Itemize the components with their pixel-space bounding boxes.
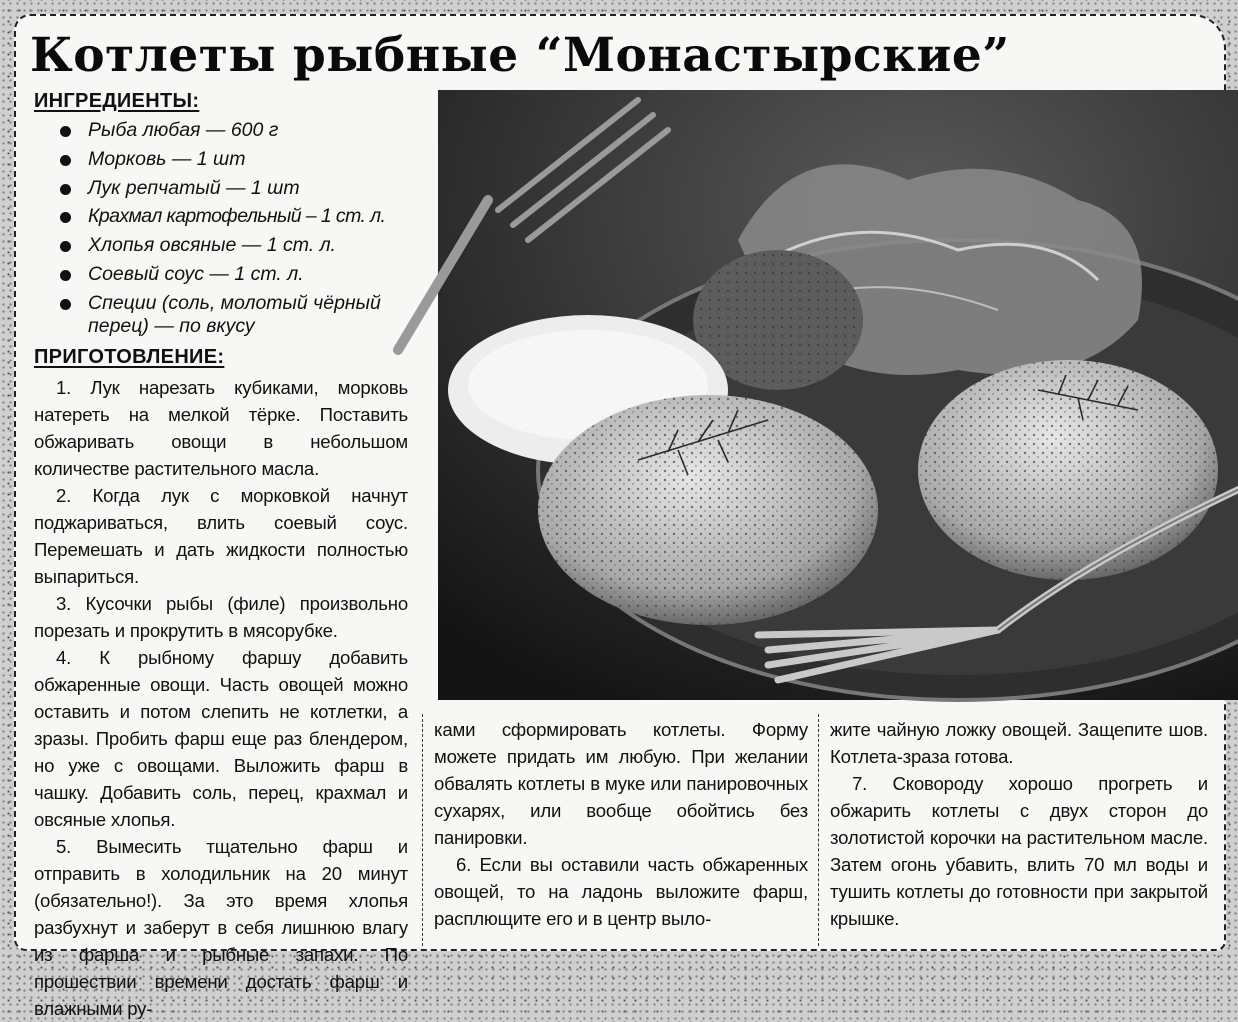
ingredient-item: Соевый соус — 1 ст. л. [56,260,426,289]
step-paragraph: ками сформировать котлеты. Форму можете придать им любую. При желании обвалять котлеты в муке или панировочных сухарях, или вообще обойтись без панировки. [434,719,808,848]
step-paragraph: 2. Когда лук с морковкой начнут поджариваться, влить соевый соус. Перемешать и дать жидкости полностью выпариться. [34,485,408,587]
step-paragraph: 5. Вымесить тщательно фарш и отправить в холодильник на 20 минут (обязательно!). За это время хлопья разбухнут и заберут в себя лишнюю влагу из фарша и рыбные запахи. По прошествии времени достать фарш и влажными ру- [34,836,408,1019]
text-column-1 [34,374,408,1022]
step-paragraph: 7. Сковороду хорошо прогреть и обжарить котлеты с двух сторон до золотистой корочки на растительном масле. Затем огонь убавить, влить 70 мл воды и тушить котлеты до готовности при закрытой крышке. [830,773,1208,929]
recipe-title: Котлеты рыбные “Монастырские” [30,28,1010,83]
method-heading: ПРИГОТОВЛЕНИЕ: [34,346,225,368]
step-paragraph: 1. Лук нарезать кубиками, морковь натереть на мелкой тёрке. Поставить обжаривать овощи в небольшом количестве растительного масла. [34,377,408,479]
ingredients-list [56,116,426,338]
column-divider [422,714,423,946]
ingredient-item: Крахмал картофельный – 1 ст. л. [56,202,426,231]
ingredient-item: Морковь — 1 шт [56,145,426,174]
ingredient-item: Рыба любая — 600 г [56,116,426,145]
column-divider [818,714,819,946]
ingredients-heading: ИНГРЕДИЕНТЫ: [34,90,200,112]
ingredient-item: Специи (соль, молотый чёрный перец) — по вкусу [56,289,426,338]
ingredient-item: Лук репчатый — 1 шт [56,174,426,203]
step-paragraph: жите чайную ложку овощей. Защепите шов. Котлета-зраза готова. [830,719,1208,767]
text-column-3 [830,716,1208,932]
newspaper-clipping [14,14,1226,1019]
ingredient-item: Хлопья овсяные — 1 ст. л. [56,231,426,260]
dish-photo [438,90,1238,700]
step-paragraph: 4. К рыбному фаршу добавить обжаренные овощи. Часть овощей можно оставить и потом слепить не котлетки, а зразы. Пробить фарш еще раз блендером, но уже с овощами. Выложить фарш в чашку. Добавить соль, перец, крахмал и овсяные хлопья. [34,647,408,830]
text-column-2 [434,716,808,932]
step-paragraph: 3. Кусочки рыбы (филе) произвольно порезать и прокрутить в мясорубке. [34,593,408,641]
step-paragraph: 6. Если вы оставили часть обжаренных овощей, то на ладонь выложите фарш, расплющите его и в центр выло- [434,854,808,929]
fish-cutlets-illustration [438,90,1238,700]
